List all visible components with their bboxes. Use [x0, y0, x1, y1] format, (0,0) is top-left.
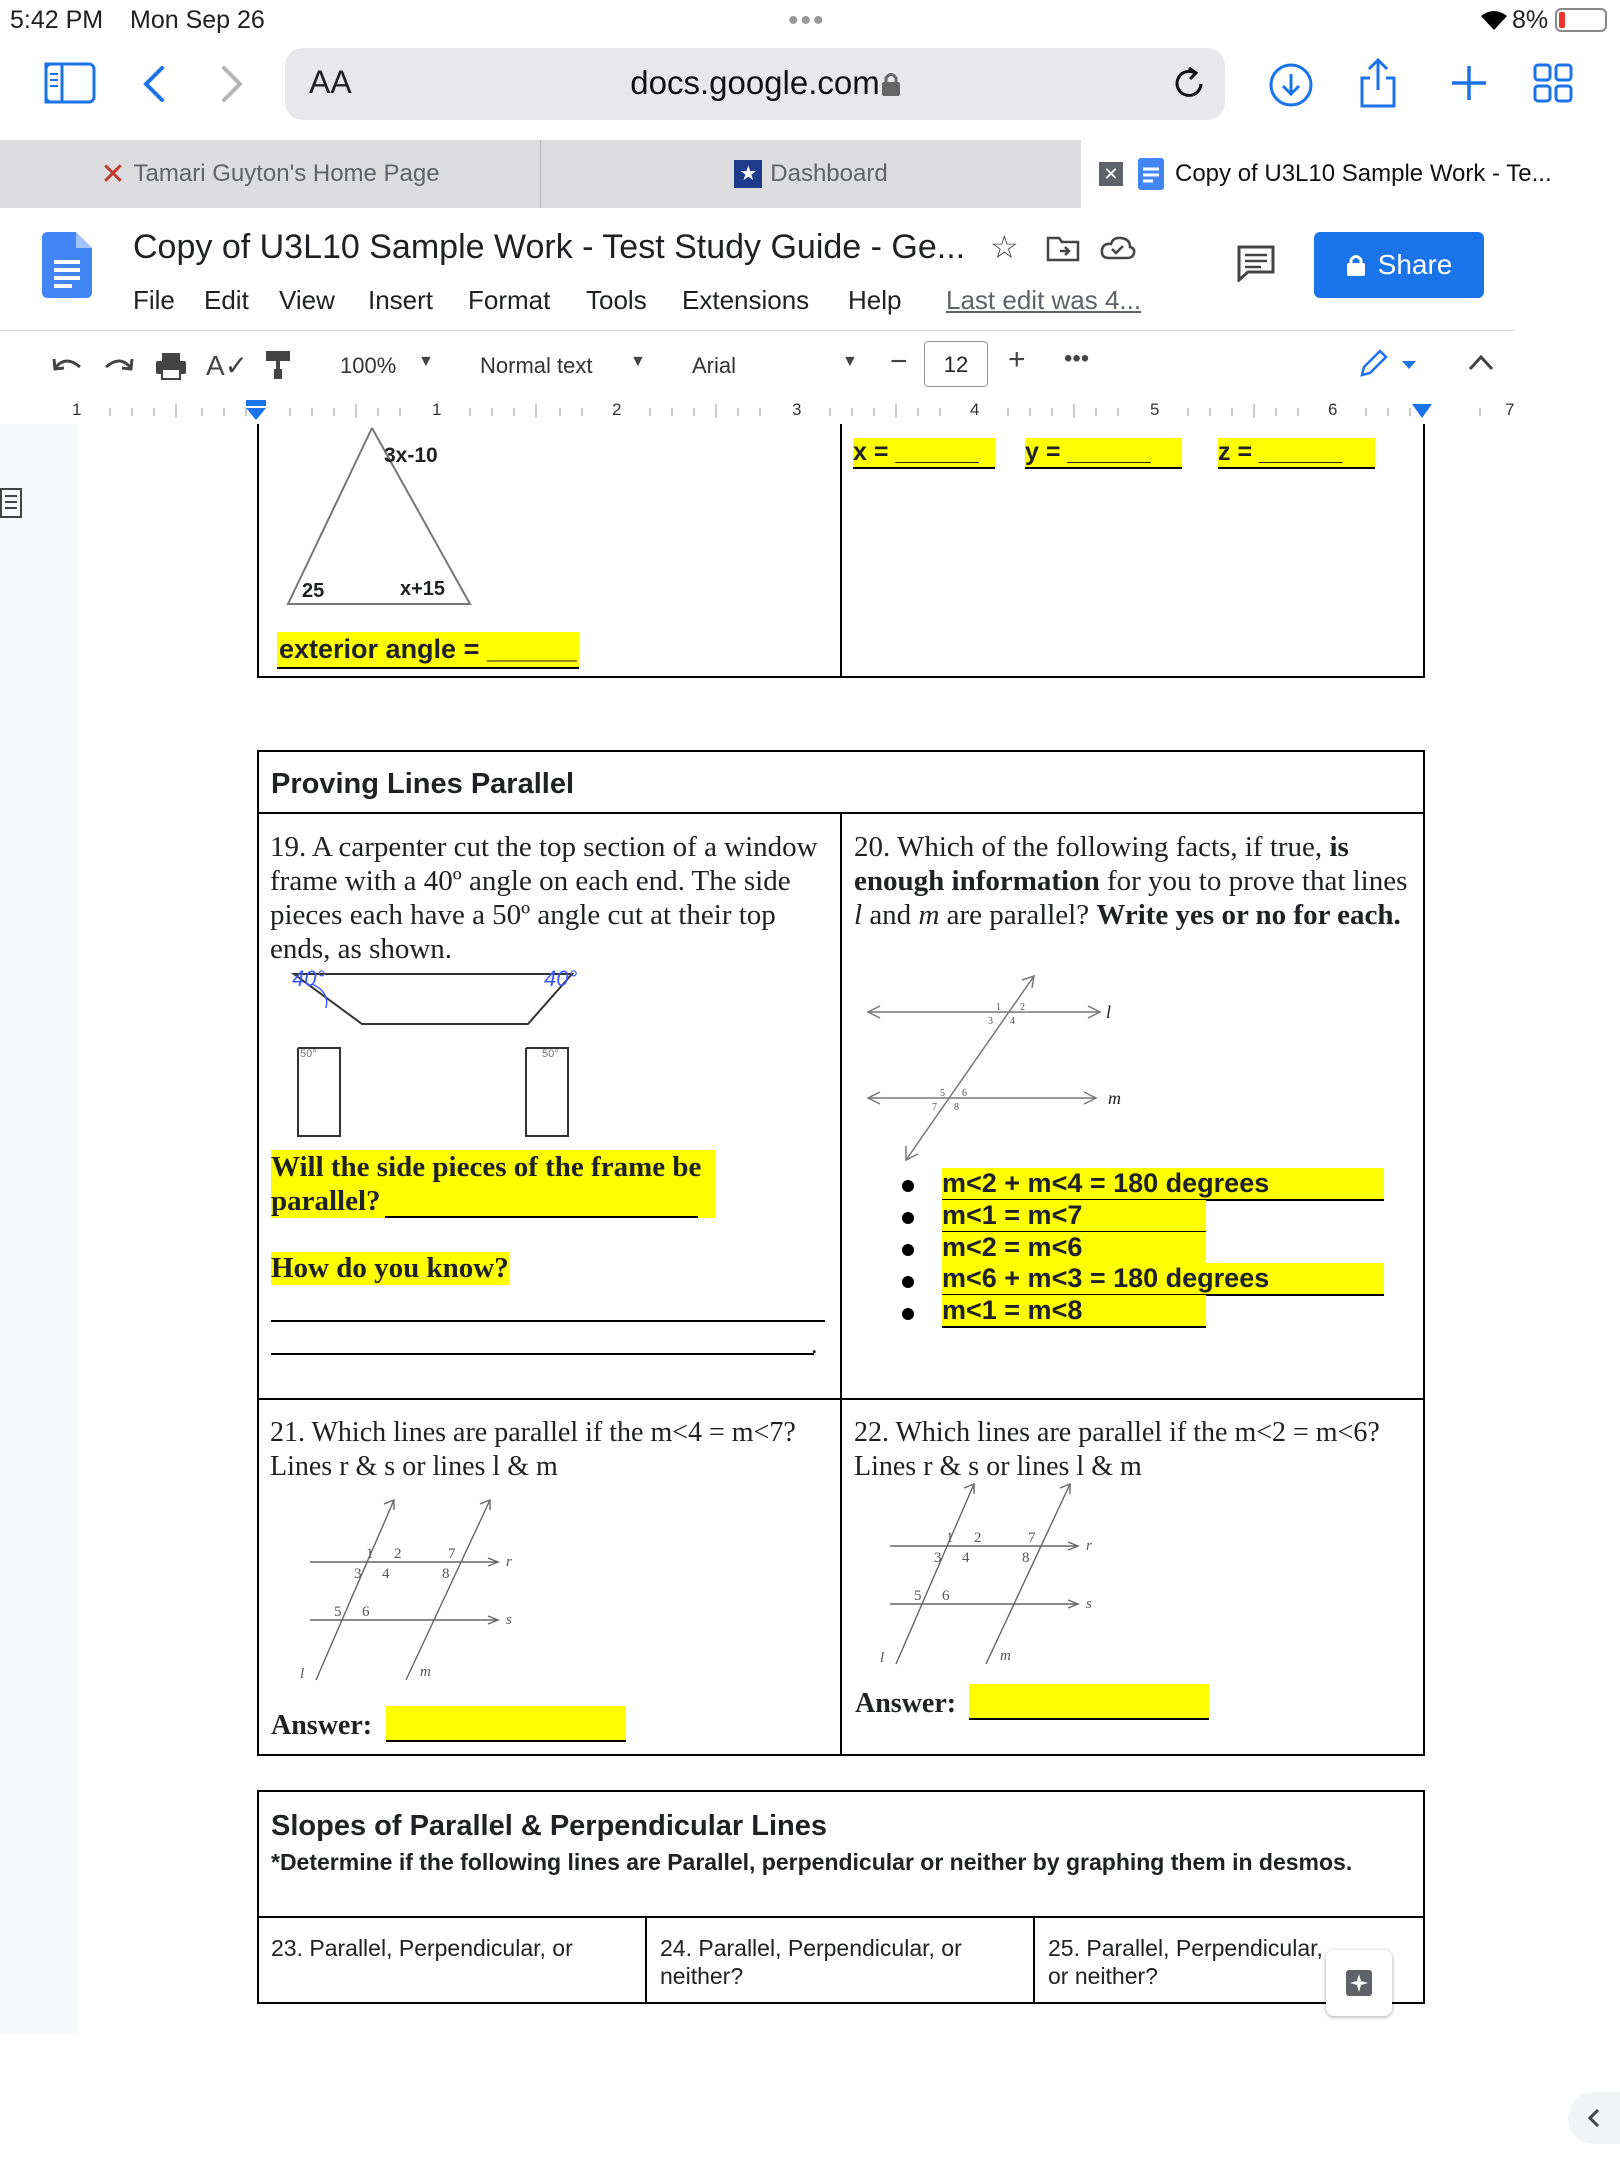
- menu-view[interactable]: View: [279, 285, 335, 315]
- bullet-icon: [902, 1244, 914, 1256]
- fact-2[interactable]: m<1 = m<7: [942, 1200, 1206, 1233]
- right-indent-marker[interactable]: [1410, 402, 1434, 420]
- fact-5[interactable]: m<1 = m<8: [942, 1295, 1206, 1328]
- svg-text:l: l: [300, 1666, 305, 1682]
- svg-text:4: 4: [962, 1550, 970, 1566]
- share-label: Share: [1377, 249, 1453, 280]
- zoom-dropdown-icon[interactable]: ▼: [418, 353, 434, 370]
- figure-angle-label: 8: [954, 1102, 959, 1113]
- status-date: Mon Sep 26: [130, 6, 265, 34]
- share-lock-icon: [1346, 253, 1366, 277]
- ruler-number: 3: [792, 400, 802, 419]
- forward-icon[interactable]: [218, 64, 246, 104]
- bullet-icon: [902, 1308, 914, 1320]
- format-toolbar: [0, 330, 1515, 399]
- fact-3[interactable]: m<2 = m<6: [942, 1232, 1206, 1265]
- doc-title[interactable]: Copy of U3L10 Sample Work - Test Study Guide - Ge...: [133, 228, 966, 266]
- section-title-slopes: Slopes of Parallel & Perpendicular Lines: [271, 1810, 828, 1842]
- q20-text-part: 20. Which of the following facts, if true,: [854, 831, 1330, 863]
- fact-1[interactable]: m<2 + m<4 = 180 degrees: [942, 1168, 1384, 1201]
- transversal-figure: [860, 966, 1170, 1166]
- fact-4[interactable]: m<6 + m<3 = 180 degrees: [942, 1263, 1384, 1296]
- q19-answer-line[interactable]: [385, 1216, 698, 1218]
- back-icon[interactable]: [140, 64, 168, 104]
- q20-fig-label-m: m: [1108, 1088, 1121, 1108]
- z-answer-field[interactable]: z = ______: [1218, 438, 1375, 469]
- ruler-number: 1: [432, 400, 442, 419]
- new-tab-icon[interactable]: [1448, 62, 1490, 104]
- y-answer-field[interactable]: y = ______: [1025, 438, 1182, 469]
- style-dropdown-icon[interactable]: ▼: [630, 353, 646, 370]
- explore-button[interactable]: [1326, 1950, 1392, 2016]
- ruler-number: 2: [612, 400, 622, 419]
- site-x-icon: ✕: [100, 157, 126, 191]
- triangle-top-label: 3x-10: [384, 444, 438, 467]
- tab-label: Tamari Guyton's Home Page: [133, 160, 440, 187]
- menu-file[interactable]: File: [133, 285, 175, 315]
- menu-edit[interactable]: Edit: [204, 285, 249, 315]
- triangle-right-label: x+15: [400, 578, 446, 600]
- svg-text:7: 7: [448, 1546, 456, 1562]
- print-icon[interactable]: [154, 351, 188, 381]
- svg-text:3: 3: [354, 1566, 362, 1582]
- address-bar[interactable]: [285, 48, 1225, 120]
- side-angle-right: 50°: [542, 1048, 559, 1060]
- explore-icon: [1326, 1950, 1392, 2016]
- q20-text-part: for you to prove that lines: [1099, 865, 1408, 897]
- star-icon[interactable]: ☆: [990, 229, 1019, 265]
- q22-answer-field[interactable]: [969, 1684, 1209, 1720]
- wifi-icon: [1478, 8, 1510, 32]
- tabs-overview-icon[interactable]: [1532, 62, 1574, 104]
- paint-format-icon[interactable]: [264, 349, 294, 381]
- cloud-status-icon[interactable]: [1100, 234, 1136, 262]
- menu-format[interactable]: Format: [468, 285, 551, 315]
- table-border: [840, 812, 842, 1756]
- svg-text:4: 4: [382, 1566, 390, 1582]
- q21-answer-label: Answer:: [271, 1710, 373, 1741]
- bullet-icon: [902, 1180, 914, 1192]
- ruler-ticks: [90, 404, 1510, 418]
- editing-mode-icon[interactable]: [1356, 347, 1426, 383]
- q21-answer-field[interactable]: [386, 1706, 626, 1742]
- font-select[interactable]: Arial: [692, 353, 737, 378]
- q19-prompt-parallel: Will the side pieces of the frame be parallel?: [271, 1150, 716, 1218]
- right-gutter: [1515, 208, 1620, 2034]
- menu-help[interactable]: Help: [848, 285, 902, 315]
- q19-reason-line-2[interactable]: [271, 1353, 814, 1355]
- x-answer-field[interactable]: x = ______: [853, 438, 995, 469]
- table-border: [1033, 1916, 1035, 2004]
- bullet-icon: [902, 1276, 914, 1288]
- multitask-dots-icon[interactable]: •••: [788, 4, 826, 37]
- svg-text:r: r: [506, 1554, 512, 1570]
- section-title-proving-lines: Proving Lines Parallel: [271, 768, 574, 800]
- table-border: [1423, 424, 1425, 678]
- status-bar: [0, 0, 1620, 40]
- svg-text:1: 1: [366, 1546, 374, 1562]
- svg-text:2: 2: [974, 1530, 982, 1546]
- handwritten-40-left: 40°: [292, 966, 326, 991]
- left-indent-marker[interactable]: [244, 400, 268, 422]
- svg-text:5: 5: [334, 1604, 342, 1620]
- table-border: [257, 1398, 1425, 1400]
- q19-prompt-how: How do you know?: [271, 1252, 509, 1284]
- q19-reason-line-1[interactable]: [271, 1320, 825, 1322]
- tab-bar: [0, 140, 1620, 209]
- menu-insert[interactable]: Insert: [368, 285, 434, 315]
- ruler-number: 4: [970, 400, 980, 419]
- figure-angle-label: 4: [1010, 1016, 1015, 1027]
- increase-size-button[interactable]: +: [1008, 343, 1026, 376]
- chevron-left-icon: [1568, 2092, 1620, 2144]
- outline-icon[interactable]: [0, 488, 24, 518]
- svg-text:s: s: [1086, 1596, 1092, 1612]
- svg-text:2: 2: [394, 1546, 402, 1562]
- spellcheck-icon[interactable]: A✓: [206, 350, 249, 381]
- figure-angle-label: 5: [940, 1088, 945, 1099]
- q21-parallel-lines-figure: [300, 1492, 530, 1692]
- style-select[interactable]: Normal text: [480, 353, 593, 378]
- zoom-select[interactable]: 100%: [340, 353, 397, 378]
- tab-home-page[interactable]: [0, 140, 540, 208]
- docs-tab-icon: [1137, 157, 1165, 191]
- font-dropdown-icon[interactable]: ▼: [842, 353, 858, 370]
- q20-text-bold: Write yes or no for each.: [1096, 899, 1401, 931]
- docs-logo-icon[interactable]: [42, 232, 92, 298]
- menu-extensions[interactable]: Extensions: [682, 285, 810, 315]
- status-time: 5:42 PM: [10, 6, 104, 34]
- move-folder-icon[interactable]: [1046, 234, 1080, 262]
- q20-line-l: l: [854, 899, 863, 931]
- q22-text: 22. Which lines are parallel if the m<2 = m<6? Lines r & s or lines l & m: [854, 1417, 1380, 1482]
- ruler-number: 1: [72, 400, 82, 419]
- figure-angle-label: 3: [988, 1016, 993, 1027]
- svg-text:8: 8: [1022, 1550, 1030, 1566]
- star-badge-icon: ★: [734, 160, 762, 188]
- last-edit-link[interactable]: Last edit was 4...: [946, 285, 1142, 315]
- ruler-number: 7: [1505, 400, 1515, 419]
- tab-close-icon[interactable]: ✕: [1099, 162, 1123, 186]
- q20-text-part: are parallel?: [939, 899, 1097, 931]
- svg-text:r: r: [1086, 1538, 1092, 1554]
- figure-angle-label: 7: [932, 1102, 937, 1113]
- comments-icon[interactable]: [1236, 244, 1276, 282]
- q20-fig-label-l: l: [1106, 1002, 1112, 1022]
- more-options-icon[interactable]: •••: [1064, 345, 1090, 372]
- svg-text:6: 6: [362, 1604, 370, 1620]
- svg-text:m: m: [1000, 1648, 1011, 1664]
- figure-angle-label: 1: [996, 1002, 1001, 1013]
- q20-text-part: and: [862, 899, 919, 931]
- redo-icon[interactable]: [102, 353, 136, 379]
- exterior-angle-field[interactable]: exterior angle = ______: [277, 632, 579, 669]
- bottom-area: [0, 2034, 1620, 2160]
- font-size-input[interactable]: 12: [924, 341, 988, 387]
- ruler-number: 6: [1328, 400, 1338, 419]
- q19-period: .: [811, 1330, 818, 1359]
- figure-angle-label: 6: [962, 1088, 967, 1099]
- undo-icon[interactable]: [50, 353, 84, 379]
- svg-text:5: 5: [914, 1588, 922, 1604]
- q25-text: 25. Parallel, Perpendicular, or neither?: [1048, 1935, 1323, 1989]
- collapse-toolbar-icon[interactable]: [1466, 351, 1496, 375]
- text-size-button[interactable]: AA: [309, 64, 352, 100]
- table-border: [257, 676, 1425, 678]
- q20-line-m: m: [918, 899, 940, 931]
- svg-text:7: 7: [1028, 1530, 1036, 1546]
- svg-text:3: 3: [934, 1550, 942, 1566]
- reload-icon[interactable]: [1171, 64, 1209, 104]
- ruler-number: 5: [1150, 400, 1160, 419]
- share-button[interactable]: [1314, 232, 1484, 298]
- tab-dashboard[interactable]: [541, 140, 1081, 208]
- svg-text:8: 8: [442, 1566, 450, 1582]
- table-border: [645, 1916, 647, 2004]
- tab-label: Dashboard: [770, 160, 888, 187]
- tab-label: Copy of U3L10 Sample Work - Te...: [1175, 160, 1552, 187]
- decrease-size-button[interactable]: −: [890, 345, 908, 378]
- q20-text-bold: is enough information: [854, 831, 1349, 897]
- tab-doc-active[interactable]: [1081, 140, 1620, 208]
- lock-icon: [880, 70, 902, 98]
- share-sheet-icon[interactable]: [1358, 56, 1398, 110]
- ruler[interactable]: [0, 398, 1515, 425]
- side-panel-toggle[interactable]: [1568, 2092, 1620, 2144]
- sidebar-icon[interactable]: [44, 62, 96, 104]
- battery-percent: 8%: [1512, 6, 1549, 34]
- svg-text:1: 1: [946, 1530, 954, 1546]
- svg-text:6: 6: [942, 1588, 950, 1604]
- handwritten-40-right: 40°: [544, 966, 578, 991]
- svg-text:m: m: [420, 1664, 431, 1680]
- q21-text: 21. Which lines are parallel if the m<4 = m<7? Lines r & s or lines l & m: [270, 1417, 796, 1482]
- download-icon[interactable]: [1268, 62, 1314, 108]
- address-text[interactable]: docs.google.com: [630, 64, 880, 101]
- table-border: [257, 424, 259, 678]
- svg-text:l: l: [880, 1650, 885, 1666]
- q23-text: 23. Parallel, Perpendicular, or: [271, 1935, 573, 1961]
- q22-parallel-lines-figure: [880, 1476, 1110, 1676]
- bullet-icon: [902, 1212, 914, 1224]
- slopes-instructions: *Determine if the following lines are Parallel, perpendicular or neither by graphing them in desmos.: [271, 1849, 1353, 1875]
- table-border: [840, 424, 842, 678]
- q20-text: [854, 830, 1416, 932]
- q19-text: 19. A carpenter cut the top section of a window frame with a 40º angle on each end. The side pieces each have a 50º angle cut at their top ends, as shown.: [270, 831, 818, 965]
- side-angle-left: 50°: [300, 1048, 317, 1060]
- svg-text:s: s: [506, 1612, 512, 1628]
- q22-answer-label: Answer:: [855, 1688, 957, 1719]
- q24-text: 24. Parallel, Perpendicular, or neither?: [660, 1935, 962, 1989]
- figure-angle-label: 2: [1020, 1002, 1025, 1013]
- battery-icon: [1555, 8, 1607, 32]
- table-border: [257, 1916, 1425, 1918]
- menu-tools[interactable]: Tools: [586, 285, 647, 315]
- triangle-left-label: 25: [302, 580, 325, 602]
